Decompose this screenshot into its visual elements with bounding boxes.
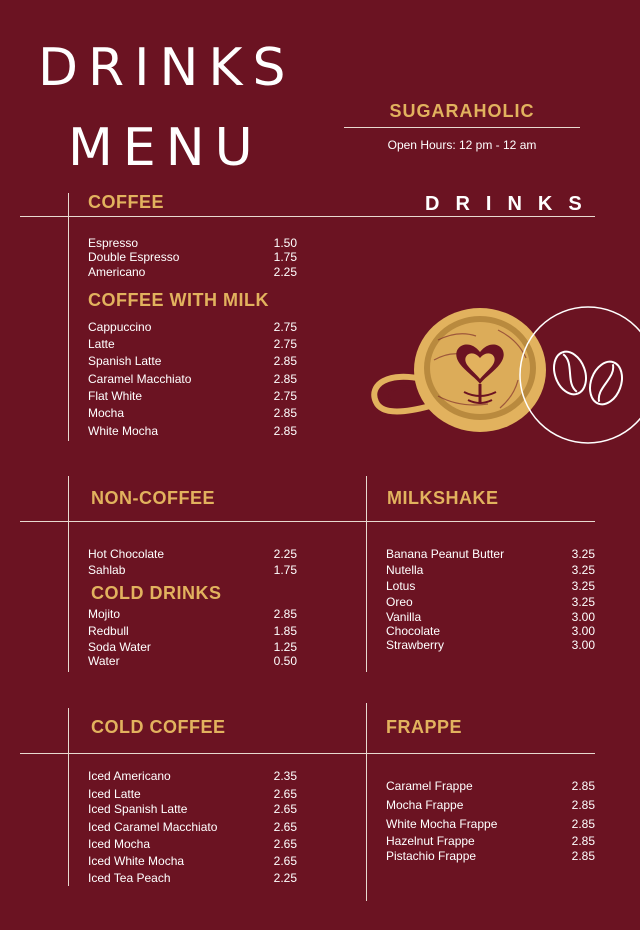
item-name: Pistachio Frappe — [386, 849, 477, 863]
item-name: Banana Peanut Butter — [386, 547, 505, 561]
item-price: 2.75 — [273, 320, 297, 334]
item-price: 2.75 — [273, 337, 297, 351]
item-price: 2.85 — [273, 424, 297, 438]
item-name: Espresso — [88, 236, 139, 250]
item-price: 2.85 — [571, 834, 595, 848]
item-name: Chocolate — [386, 624, 441, 638]
item-price: 2.65 — [273, 854, 297, 868]
item-price: 1.50 — [273, 236, 297, 250]
item-name: Iced Latte — [88, 787, 141, 801]
item-price: 2.85 — [571, 817, 595, 831]
item-name: Iced Tea Peach — [88, 871, 171, 885]
title-line-2: MENU — [68, 118, 263, 178]
item-name: Iced Americano — [88, 769, 171, 783]
item-price: 2.25 — [273, 265, 297, 279]
item-price: 2.85 — [571, 779, 595, 793]
vline-frappe — [366, 703, 367, 901]
item-name: Mocha Frappe — [386, 798, 464, 812]
section-title-cold-coffee: COLD COFFEE — [91, 717, 226, 737]
item-price: 0.50 — [273, 654, 297, 668]
item-price: 3.00 — [571, 610, 595, 624]
item-price: 3.25 — [571, 563, 595, 577]
brand-name: SUGARAHOLIC — [389, 101, 535, 121]
item-name: Nutella — [386, 563, 424, 577]
item-price: 1.75 — [273, 563, 297, 577]
item-price: 2.75 — [273, 389, 297, 403]
item-name: Iced Spanish Latte — [88, 802, 188, 816]
item-price: 2.85 — [273, 607, 297, 621]
drinks-word: DRINKS — [425, 193, 598, 215]
item-price: 1.85 — [273, 624, 297, 638]
vline-milkshake — [366, 476, 367, 672]
item-name: Flat White — [88, 389, 143, 403]
item-name: Caramel Macchiato — [88, 372, 192, 386]
item-price: 2.85 — [571, 798, 595, 812]
item-name: Soda Water — [88, 640, 151, 654]
section-title-milkshake: MILKSHAKE — [387, 488, 499, 508]
item-name: Vanilla — [386, 610, 422, 624]
item-name: Mojito — [88, 607, 121, 621]
coffee-beans-icon — [518, 305, 640, 445]
item-price: 3.25 — [571, 595, 595, 609]
item-price: 3.00 — [571, 624, 595, 638]
item-name: Hazelnut Frappe — [386, 834, 475, 848]
item-name: Sahlab — [88, 563, 126, 577]
open-hours: Open Hours: 12 pm - 12 am — [387, 138, 537, 152]
item-price: 2.85 — [571, 849, 595, 863]
item-name: Iced White Mocha — [88, 854, 185, 868]
item-price: 1.25 — [273, 640, 297, 654]
item-name: Cappuccino — [88, 320, 152, 334]
item-name: Caramel Frappe — [386, 779, 473, 793]
item-price: 2.85 — [273, 372, 297, 386]
item-name: Iced Mocha — [88, 837, 151, 851]
divider-middle — [20, 521, 595, 522]
item-price: 3.25 — [571, 547, 595, 561]
section-title-coffee-with-milk: COFFEE WITH MILK — [88, 290, 269, 310]
item-name: White Mocha — [88, 424, 159, 438]
brand-divider — [344, 127, 580, 128]
item-name: Americano — [88, 265, 146, 279]
item-price: 2.65 — [273, 802, 297, 816]
item-name: Oreo — [386, 595, 413, 609]
item-name: Mocha — [88, 406, 125, 420]
section-title-non-coffee: NON-COFFEE — [91, 488, 215, 508]
item-name: Latte — [88, 337, 115, 351]
item-name: Strawberry — [386, 638, 445, 652]
item-name: Lotus — [386, 579, 416, 593]
item-price: 3.00 — [571, 638, 595, 652]
item-price: 2.65 — [273, 787, 297, 801]
item-name: Water — [88, 654, 120, 668]
item-price: 3.25 — [571, 579, 595, 593]
divider-top — [20, 216, 595, 217]
item-name: Double Espresso — [88, 250, 180, 264]
item-name: Redbull — [88, 624, 129, 638]
item-name: White Mocha Frappe — [386, 817, 498, 831]
item-price: 1.75 — [273, 250, 297, 264]
item-price: 2.25 — [273, 547, 297, 561]
item-name: Hot Chocolate — [88, 547, 165, 561]
item-price: 2.85 — [273, 354, 297, 368]
item-name: Spanish Latte — [88, 354, 162, 368]
section-title-frappe: FRAPPE — [386, 717, 463, 737]
item-price: 2.35 — [273, 769, 297, 783]
item-price: 2.65 — [273, 820, 297, 834]
vline-noncoffee — [68, 476, 69, 672]
item-name: Iced Caramel Macchiato — [88, 820, 218, 834]
vline-coffee — [68, 193, 69, 441]
item-price: 2.85 — [273, 406, 297, 420]
item-price: 2.65 — [273, 837, 297, 851]
vline-coldcoffee — [68, 708, 69, 886]
item-price: 2.25 — [273, 871, 297, 885]
section-title-coffee: COFFEE — [88, 192, 165, 212]
section-title-cold-drinks: COLD DRINKS — [91, 583, 222, 603]
title-line-1: DRINKS — [38, 38, 296, 98]
divider-bottom — [20, 753, 595, 754]
